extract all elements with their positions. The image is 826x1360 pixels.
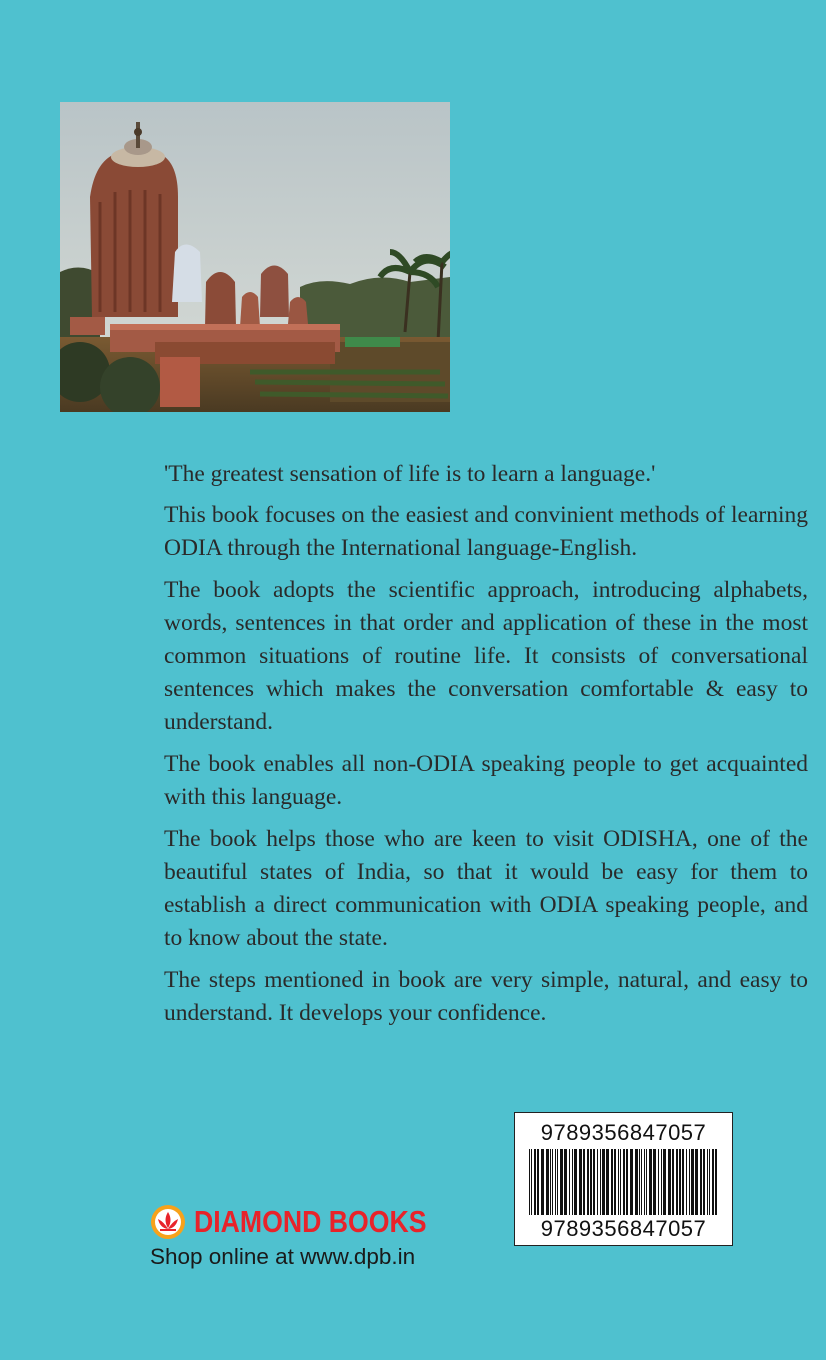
barcode-bar bbox=[649, 1149, 652, 1215]
barcode-bar bbox=[646, 1149, 647, 1215]
barcode-bar bbox=[635, 1149, 638, 1215]
barcode-bars bbox=[529, 1149, 719, 1215]
barcode-bar bbox=[541, 1149, 544, 1215]
barcode-bar bbox=[590, 1149, 592, 1215]
description-paragraph-1: This book focuses on the easiest and convinient methods of learning ODIA through the International language-English. bbox=[164, 502, 808, 561]
barcode-bar bbox=[557, 1149, 558, 1215]
barcode-bar bbox=[641, 1149, 642, 1215]
barcode-bar bbox=[689, 1149, 690, 1215]
barcode-bar bbox=[620, 1149, 621, 1215]
temple-photo bbox=[60, 102, 450, 412]
barcode-bar bbox=[626, 1149, 628, 1215]
barcode-bar bbox=[623, 1149, 625, 1215]
barcode-bar bbox=[537, 1149, 539, 1215]
barcode-bar bbox=[572, 1149, 573, 1215]
barcode-bar bbox=[695, 1149, 698, 1215]
barcode-bar bbox=[560, 1149, 563, 1215]
barcode-bar bbox=[676, 1149, 678, 1215]
barcode-bar bbox=[661, 1149, 662, 1215]
barcode-bar bbox=[564, 1149, 567, 1215]
barcode-bar bbox=[531, 1149, 532, 1215]
barcode-bar bbox=[593, 1149, 595, 1215]
isbn-number-bottom: 9789356847057 bbox=[540, 1216, 707, 1241]
description-paragraph-3: The book enables all non-ODIA speaking people to get acquainted with this language. bbox=[164, 751, 808, 810]
barcode-bar bbox=[707, 1149, 708, 1215]
barcode-bar bbox=[653, 1149, 656, 1215]
barcode-bar bbox=[606, 1149, 609, 1215]
barcode-bar bbox=[709, 1149, 710, 1215]
shop-online-text: Shop online at www.dpb.in bbox=[150, 1244, 416, 1269]
barcode-bar bbox=[658, 1149, 659, 1215]
barcode-bar bbox=[715, 1149, 717, 1215]
lotus-logo-icon bbox=[150, 1204, 186, 1240]
barcode-bar bbox=[552, 1149, 553, 1215]
barcode-bar bbox=[663, 1149, 666, 1215]
barcode-bar bbox=[611, 1149, 613, 1215]
barcode-bar bbox=[600, 1149, 601, 1215]
barcode-bar bbox=[682, 1149, 684, 1215]
publisher-name: DIAMOND BOOKS bbox=[194, 1204, 427, 1239]
isbn-barcode bbox=[514, 1112, 733, 1246]
publisher-logo bbox=[150, 1202, 464, 1242]
barcode-bar bbox=[529, 1149, 530, 1215]
barcode-bar bbox=[583, 1149, 585, 1215]
barcode-bar bbox=[644, 1149, 645, 1215]
barcode-bar bbox=[534, 1149, 536, 1215]
barcode-bar bbox=[555, 1149, 556, 1215]
barcode-bar bbox=[679, 1149, 681, 1215]
barcode-bar bbox=[618, 1149, 619, 1215]
barcode-bar bbox=[546, 1149, 549, 1215]
barcode-bar bbox=[691, 1149, 694, 1215]
description-text bbox=[164, 458, 808, 1039]
barcode-bar bbox=[703, 1149, 705, 1215]
barcode-bar bbox=[712, 1149, 714, 1215]
barcode-bar bbox=[550, 1149, 551, 1215]
quote-paragraph: 'The greatest sensation of life is to learn a language.' bbox=[164, 461, 656, 487]
barcode-bar bbox=[668, 1149, 671, 1215]
barcode-bar bbox=[574, 1149, 577, 1215]
barcode-bar bbox=[569, 1149, 570, 1215]
barcode-bar bbox=[700, 1149, 702, 1215]
barcode-bar bbox=[614, 1149, 616, 1215]
barcode-bar bbox=[597, 1149, 598, 1215]
description-paragraph-2: The book adopts the scientific approach, introducing alphabets, words, sentences in that order and application of these in the most common situations of routine life. It consists of conversational sentences which makes the conversation comfortable & easy to understand. bbox=[164, 577, 808, 735]
barcode-bar bbox=[579, 1149, 582, 1215]
isbn-number-top: 9789356847057 bbox=[540, 1120, 707, 1145]
barcode-bar bbox=[672, 1149, 674, 1215]
barcode-bar bbox=[630, 1149, 633, 1215]
barcode-bar bbox=[602, 1149, 605, 1215]
description-paragraph-4: The book helps those who are keen to visit ODISHA, one of the beautiful states of India, so that it would be easy for them to establish a direct communication with ODIA speaking people, and to know about the state. bbox=[164, 826, 808, 951]
barcode-bar bbox=[587, 1149, 589, 1215]
description-paragraph-5: The steps mentioned in book are very simple, natural, and easy to understand. It develops your confidence. bbox=[164, 967, 808, 1026]
barcode-bar bbox=[686, 1149, 687, 1215]
barcode-bar bbox=[639, 1149, 640, 1215]
